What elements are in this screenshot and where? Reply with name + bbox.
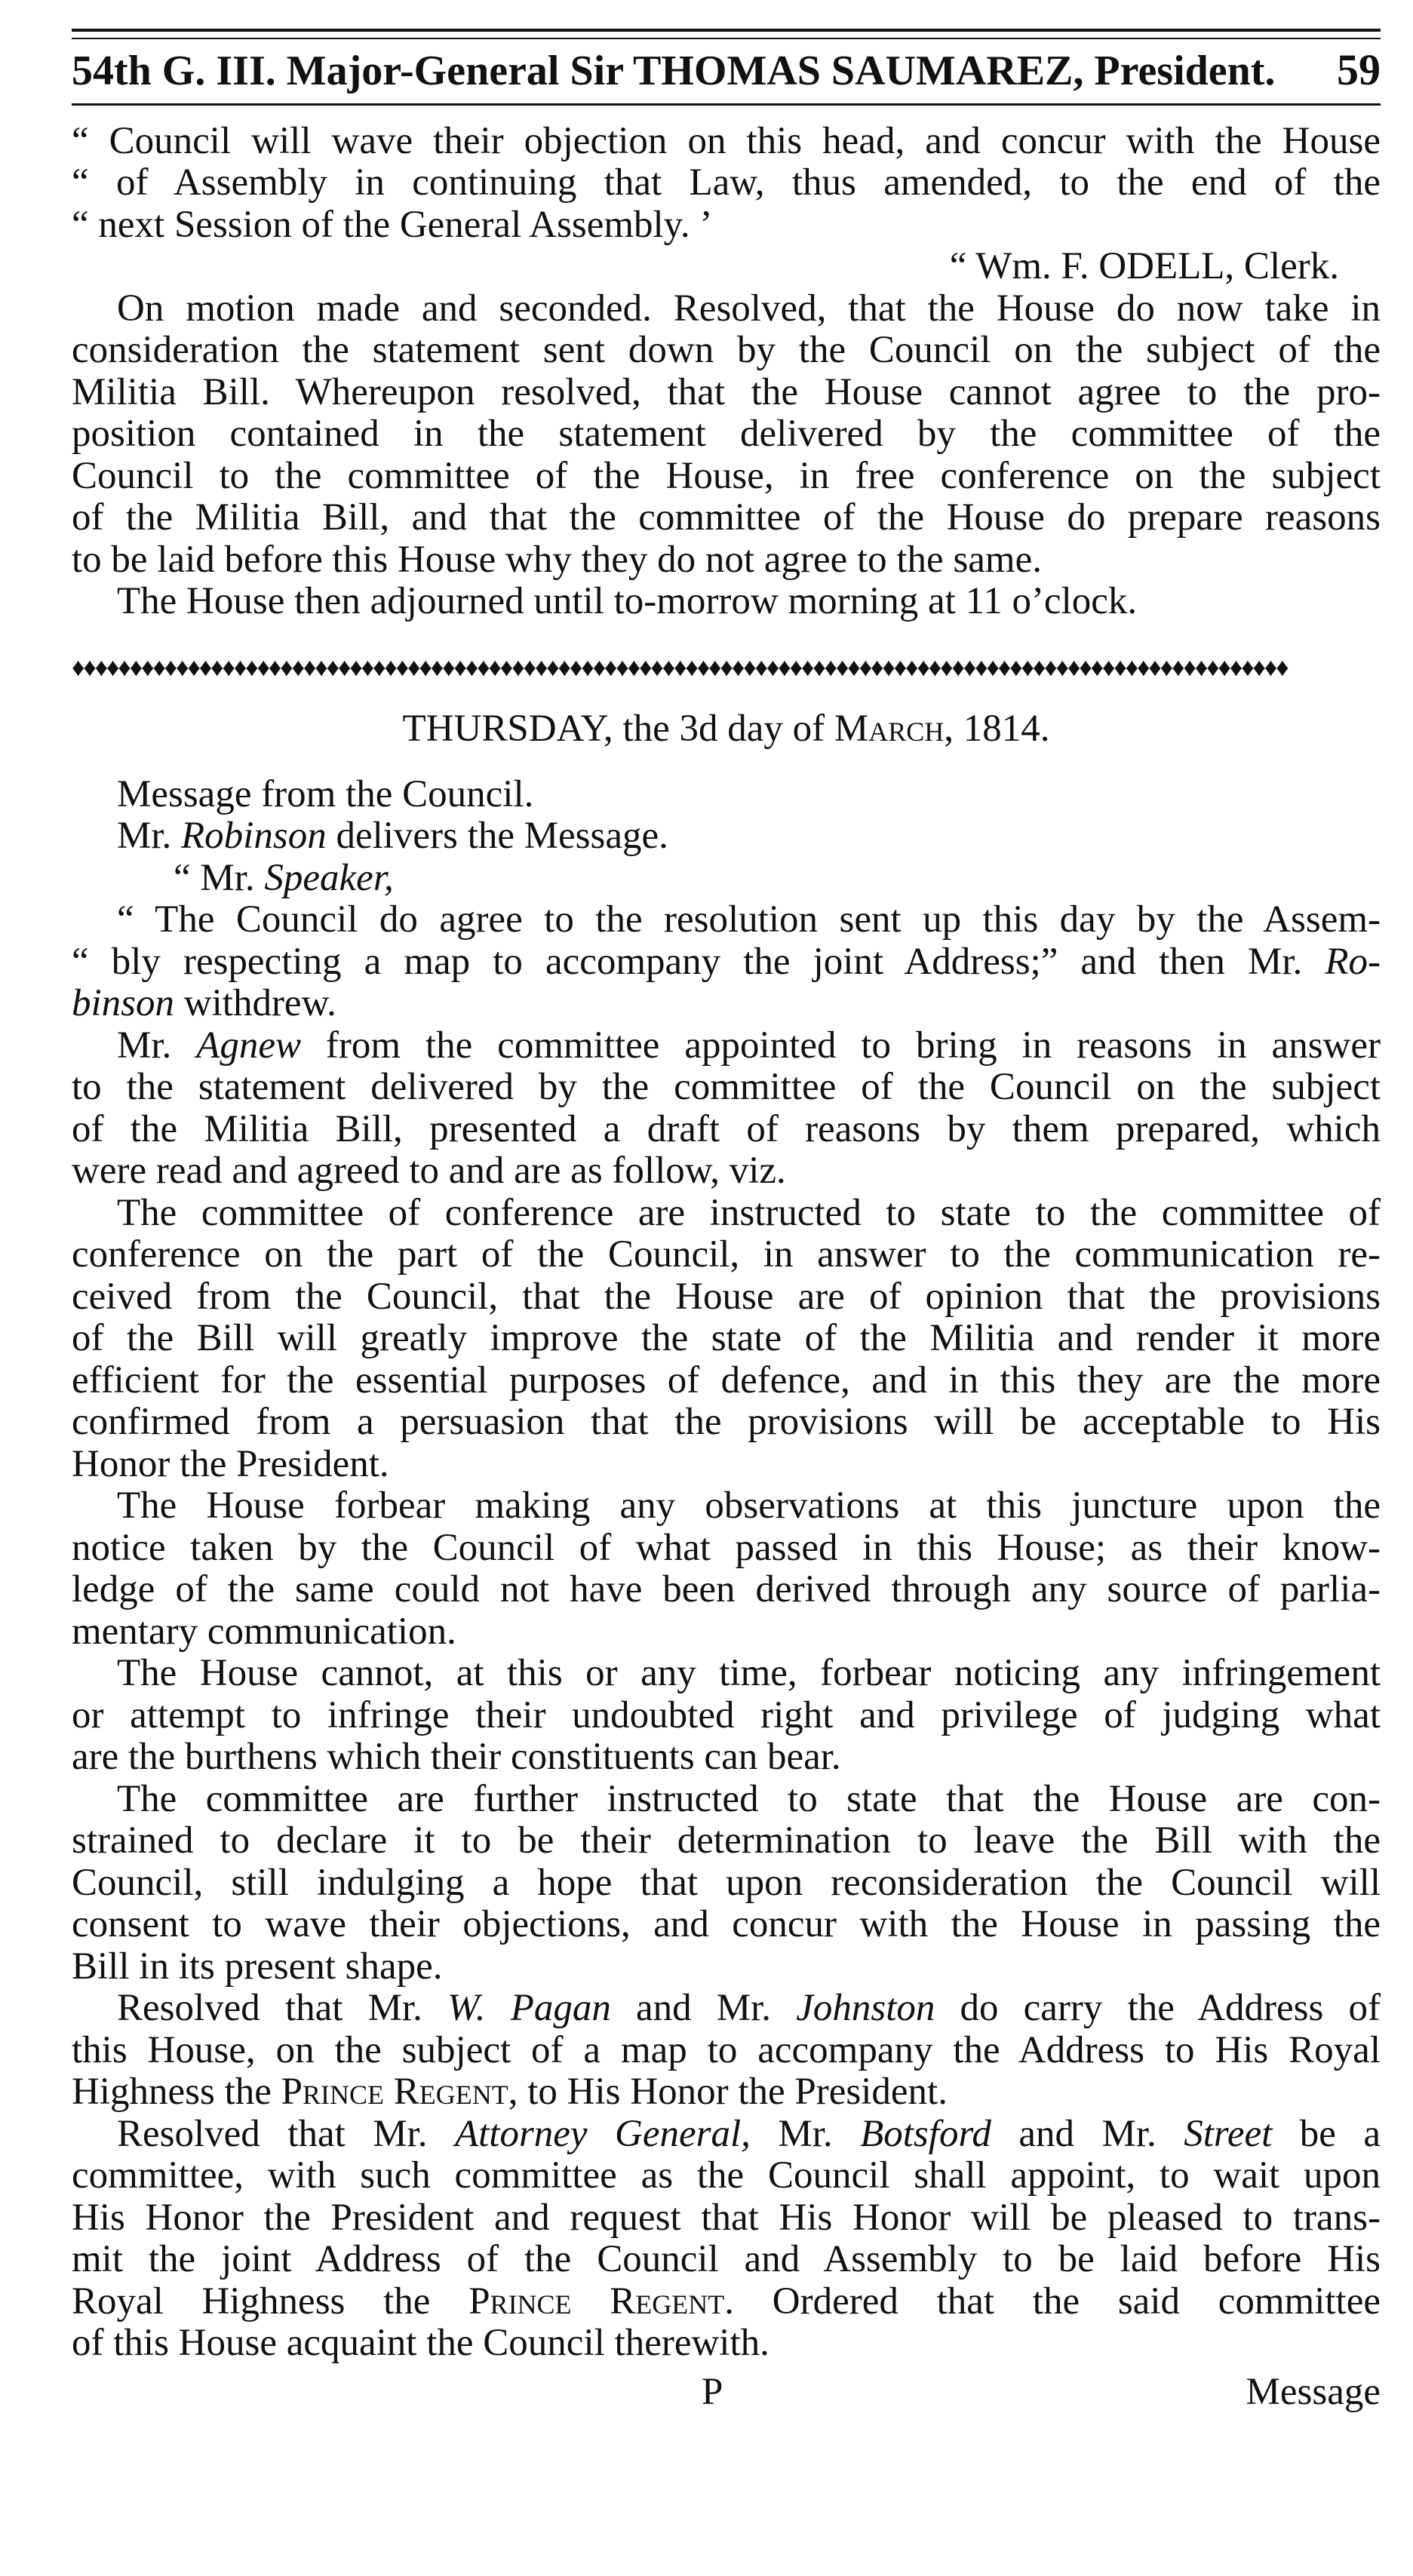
text-line: to the statement delivered by the committee of the Council on the subject — [72, 1066, 1381, 1109]
text-line: consideration the statement sent down by the Council on the subject of the — [72, 329, 1381, 372]
text-run: Mr. — [117, 1024, 197, 1067]
text-line: strained to declare it to be their determination to leave the Bill with the — [72, 1819, 1381, 1862]
text-line: position contained in the statement delivered by the committee of the — [72, 413, 1381, 456]
text-line: The House forbear making any observations at this juncture upon the — [117, 1485, 1381, 1527]
text-line — [72, 983, 1381, 1025]
text-line: were read and agreed to and are as follow, viz. — [72, 1150, 786, 1193]
text-run: be a — [1272, 2112, 1381, 2155]
text-line: The committee are further instructed to state that the House are con- — [117, 1777, 1381, 1820]
forbear-paragraph — [72, 1485, 1381, 1653]
page-footer — [72, 2369, 1381, 2415]
text-run: Royal Highness the — [72, 2280, 469, 2323]
text-line — [72, 941, 1381, 984]
text-line: committee, with such committee as the Council shall appoint, to wait upon — [72, 2154, 1381, 2197]
text-run: Mr. — [117, 815, 182, 858]
day-heading-suffix: , 1814. — [944, 707, 1050, 750]
pagan-paragraph — [72, 1988, 1381, 2114]
running-head — [72, 45, 1381, 106]
text-line: to be laid before this House why they do not agree to the same. — [72, 538, 1042, 581]
text-line: this House, on the subject of a map to accompany the Address to His Royal — [72, 2028, 1381, 2071]
day-heading-prefix: THURSDAY, the 3d day of — [402, 707, 834, 750]
royal-title: Prince Regent — [281, 2071, 508, 2114]
text-run: Mr. — [750, 2112, 861, 2155]
signature-mark: P — [702, 2370, 723, 2413]
text-line — [72, 1025, 1381, 1067]
text-line: “ The Council do agree to the resolution sent up this day by the Assem- — [117, 898, 1381, 941]
text-line — [72, 2281, 1381, 2323]
text-run: delivers the Message. — [326, 815, 668, 858]
text-line: notice taken by the Council of what passed in this House; as their know- — [72, 1526, 1381, 1569]
day-heading-month: March — [834, 707, 945, 750]
text-line: consent to wave their objections, and concur with the House in passing the — [72, 1903, 1381, 1946]
text-line: Message from the Council. — [117, 772, 534, 815]
text-run: Resolved that Mr. — [117, 2112, 455, 2155]
text-run: “ Mr. — [174, 856, 265, 899]
royal-title: Prince Regent — [468, 2280, 725, 2323]
text-line: Honor the President. — [72, 1442, 389, 1485]
day-heading — [72, 706, 1381, 751]
text-line: confirmed from a persuasion that the provisions will be acceptable to His — [72, 1401, 1381, 1444]
text-line: Bill in its present shape. — [72, 1945, 443, 1988]
agnew-paragraph — [72, 1025, 1381, 1193]
text-run: , to His Honor the President. — [508, 2071, 948, 2114]
text-line: are the burthens which their constituents can bear. — [72, 1736, 841, 1779]
council-quote-continued — [72, 121, 1381, 288]
document-page — [72, 29, 1381, 2415]
adjournment-line: The House then adjourned until to-morrow morning at 11 o’clock. — [117, 580, 1138, 623]
text-line — [72, 2071, 1381, 2114]
text-line: or attempt to infringe their undoubted right and privilege of judging what — [72, 1693, 1381, 1736]
text-run: and Mr. — [610, 1987, 797, 2030]
text-line: conference on the part of the Council, in answer to the communication re- — [72, 1233, 1381, 1276]
text-line: The committee of conference are instructed to state to the committee of — [117, 1191, 1381, 1234]
text-run: do carry the Address of — [935, 1987, 1381, 2030]
text-line: of the Militia Bill, and that the committee of the House do prepare reasons — [72, 496, 1381, 539]
text-line: efficient for the essential purposes of defence, and in this they are the more — [72, 1359, 1381, 1402]
text-line: of the Militia Bill, presented a draft of reasons by them prepared, which — [72, 1107, 1381, 1150]
text-line — [72, 1988, 1381, 2030]
text-line: of this House acquaint the Council therewith. — [72, 2322, 769, 2365]
text-line: Militia Bill. Whereupon resolved, that the House cannot agree to the pro- — [72, 370, 1381, 413]
motion-paragraph — [72, 288, 1381, 623]
ornamental-divider: ♦♦♦♦♦♦♦♦♦♦♦♦♦♦♦♦♦♦♦♦♦♦♦♦♦♦♦♦♦♦♦♦♦♦♦♦♦♦♦♦♦♦♦♦♦♦♦♦♦♦♦♦♦♦♦♦♦♦♦♦♦♦♦♦♦♦♦♦♦♦♦♦♦♦♦♦♦♦♦♦♦♦♦♦♦♦♦♦♦♦♦♦♦♦♦♦♦♦♦♦♦♦♦♦♦ — [72, 653, 1288, 682]
text-line: On motion made and seconded. Resolved, that the House do now take in — [117, 287, 1381, 330]
text-line: Council, still indulging a hope that upon reconsideration the Council will — [72, 1861, 1381, 1904]
text-line: “ next Session of the General Assembly. ’ — [72, 203, 713, 246]
catchword: Message — [1246, 2370, 1381, 2413]
text-line: Council to the committee of the House, in free conference on the subject — [72, 454, 1381, 497]
person-title: Speaker, — [264, 856, 394, 899]
top-double-rule — [72, 29, 1381, 39]
person-name: Botsford — [860, 2112, 991, 2155]
text-line: His Honor the President and request that His Honor will be pleased to trans- — [72, 2196, 1381, 2239]
text-line: The House cannot, at this or any time, forbear noticing any infringement — [117, 1652, 1381, 1695]
text-line: mit the joint Address of the Council and Assembly to be laid before His — [72, 2238, 1381, 2281]
conference-paragraph — [72, 1193, 1381, 1486]
text-line: “ Council will wave their objection on this head, and concur with the House — [72, 119, 1381, 162]
text-run: . Ordered that the said committee — [724, 2280, 1381, 2323]
person-name: Johnston — [796, 1987, 935, 2030]
text-line — [72, 2114, 1381, 2156]
text-line: “ of Assembly in continuing that Law, thus amended, to the end of the — [72, 161, 1381, 204]
text-run: from the committee appointed to bring in reasons in answer — [301, 1024, 1381, 1067]
person-name: Ro- — [1325, 940, 1381, 983]
council-message — [72, 774, 1381, 1025]
page-number: 59 — [1337, 45, 1381, 94]
text-run: and Mr. — [991, 2112, 1184, 2155]
person-name: Attorney General, — [454, 2112, 751, 2155]
clerk-signature: “ Wm. F. ODELL, Clerk. — [949, 245, 1339, 288]
cannot-paragraph — [72, 1653, 1381, 1779]
text-line: ledge of the same could not have been derived through any source of parlia- — [72, 1568, 1381, 1611]
person-name: W. Pagan — [447, 1987, 611, 2030]
text-line: of the Bill will greatly improve the state of the Militia and render it more — [72, 1317, 1381, 1360]
further-paragraph — [72, 1779, 1381, 1988]
attorney-paragraph — [72, 2114, 1381, 2365]
person-name: Robinson — [181, 815, 327, 858]
person-name: Street — [1184, 2112, 1273, 2155]
text-run: Highness the — [72, 2071, 281, 2114]
running-head-title: 54th G. III. Major-General Sir THOMAS SAUMAREZ, President. — [72, 48, 1276, 94]
text-line: ceived from the Council, that the House are of opinion that the provisions — [72, 1275, 1381, 1318]
person-name: binson — [72, 982, 175, 1025]
text-run: withdrew. — [174, 982, 336, 1025]
text-line — [72, 858, 1381, 900]
text-run: “ bly respecting a map to accompany the joint Address;” and then Mr. — [72, 940, 1325, 983]
text-line — [72, 815, 1381, 858]
text-run: Resolved that Mr. — [117, 1987, 447, 2030]
person-name: Agnew — [196, 1024, 301, 1067]
text-line: mentary communication. — [72, 1610, 456, 1653]
